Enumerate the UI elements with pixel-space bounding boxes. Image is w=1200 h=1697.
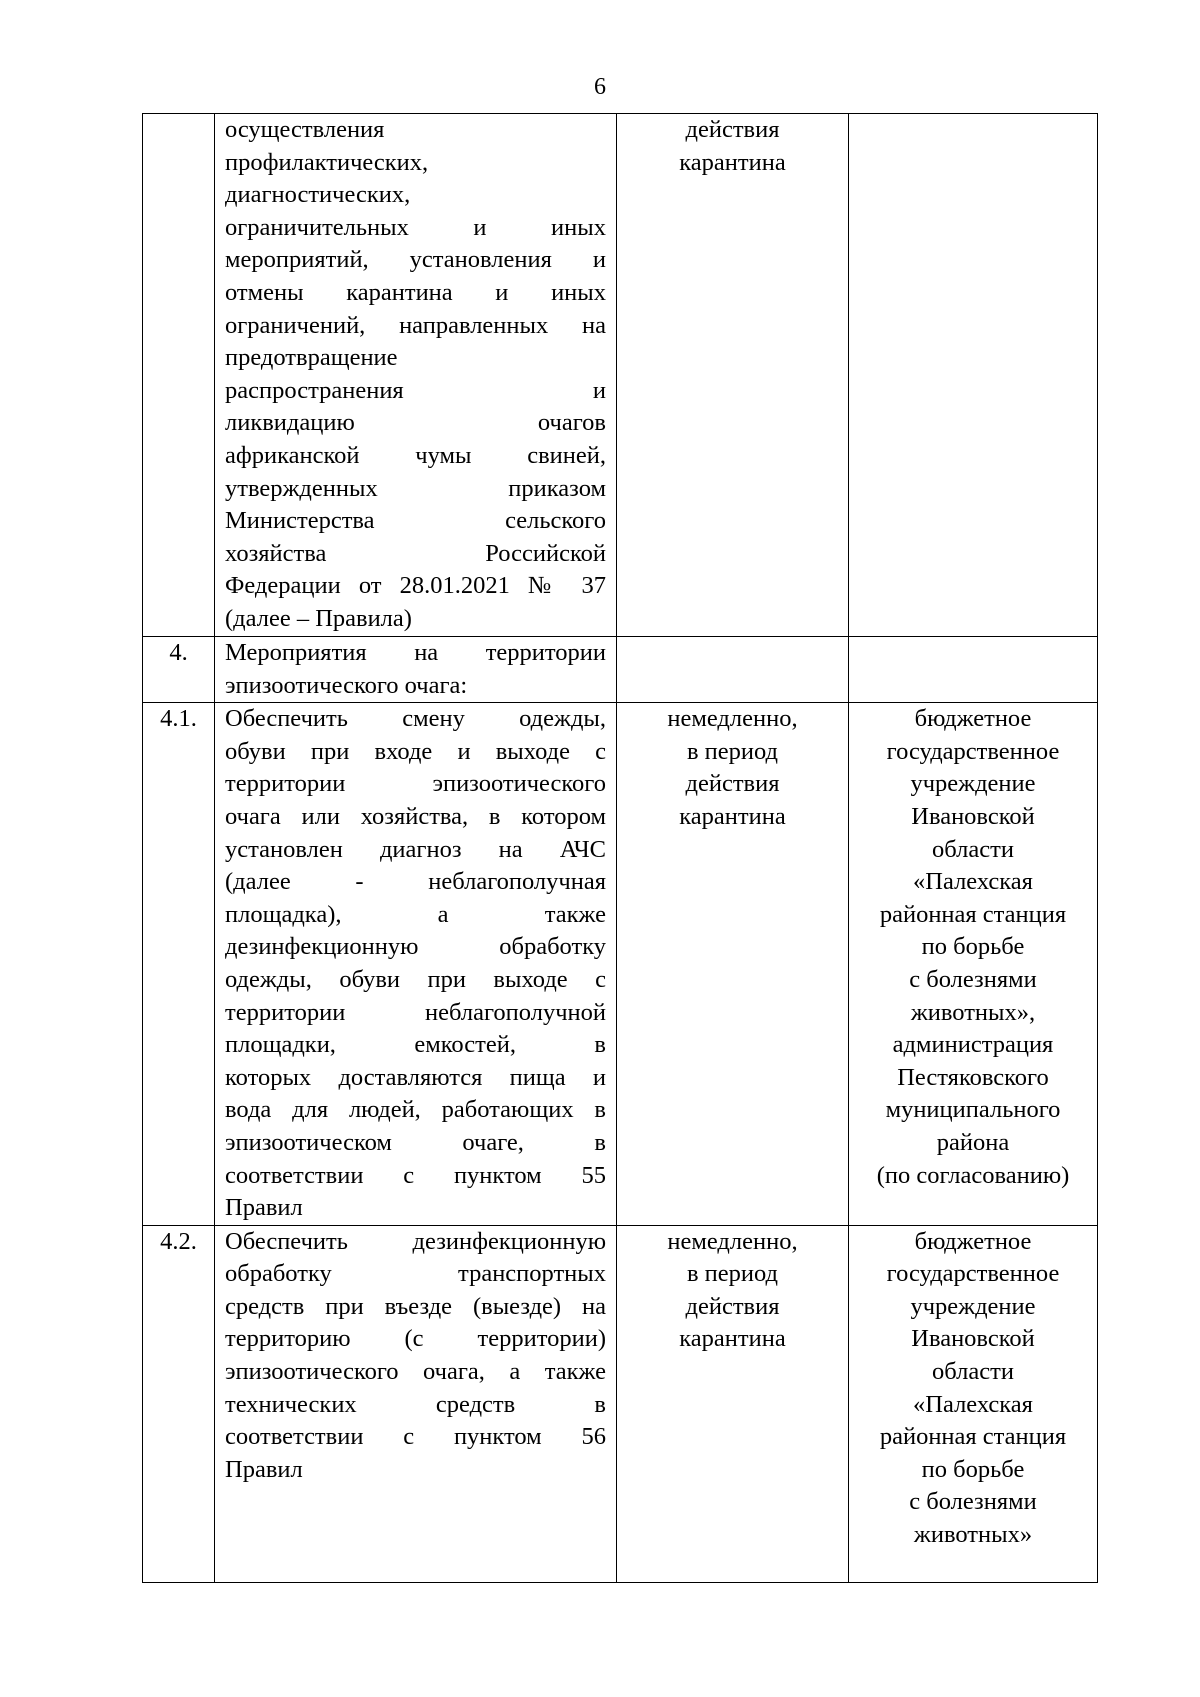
cell-text-line: по борьбе <box>921 933 1025 961</box>
table-row-continuation <box>143 114 1098 637</box>
cell-text-line: Министерства сельского <box>225 507 606 535</box>
cell-text-line: действия <box>685 1292 780 1320</box>
responsible-cell <box>849 637 1098 703</box>
cell-text-line: действия <box>685 116 780 143</box>
cell-text-line: Федерации от 28.01.2021 № 37 <box>225 572 606 600</box>
cell-text-line: одежды, обуви при выходе с <box>225 965 606 993</box>
term-cell <box>617 1225 849 1582</box>
cell-text-line: предотвращение <box>225 344 398 372</box>
cell-text-line: территории неблагополучной <box>225 998 606 1026</box>
cell-text-line: территории эпизоотического <box>225 770 606 798</box>
cell-text-line: эпизоотическом очаге, в <box>225 1128 606 1156</box>
cell-text-line: Ивановской <box>911 802 1035 830</box>
cell-text-line: по борьбе <box>921 1455 1025 1483</box>
cell-text-line: хозяйства Российской <box>225 539 606 567</box>
cell-text-line: обуви при входе и выходе с <box>225 737 606 765</box>
cell-text-line: с болезнями <box>909 965 1037 993</box>
term-cell <box>617 703 849 1226</box>
measure-text-cell <box>215 1225 617 1582</box>
cell-text-line: Правил <box>225 1194 303 1222</box>
cell-text-line: немедленно, <box>667 1227 798 1255</box>
cell-text-line: технических средств в <box>225 1390 606 1418</box>
cell-text-line: распространения и <box>225 376 606 404</box>
cell-text-line: учреждение <box>910 1292 1036 1320</box>
cell-text-line: районная станция <box>879 1423 1067 1451</box>
cell-text-line: в период <box>686 737 779 765</box>
cell-text-line: действия <box>685 770 780 798</box>
cell-text-line: животных» <box>913 1521 1033 1549</box>
responsible-cell <box>849 1225 1098 1582</box>
cell-text-line: эпизоотического очага: <box>225 671 468 699</box>
cell-text-line: мероприятий, установления и <box>225 246 606 274</box>
page-number: 6 <box>594 74 606 100</box>
cell-text-line: Обеспечить смену одежды, <box>225 705 606 733</box>
cell-text-line: бюджетное <box>914 1227 1032 1255</box>
cell-text-line: животных», <box>910 998 1036 1026</box>
cell-text-line: Мероприятия на территории <box>225 639 606 666</box>
measure-text-cell <box>215 637 617 703</box>
cell-text-line: «Палехская <box>913 868 1033 896</box>
table-row-4 <box>143 637 1098 703</box>
cell-text-line: районная станция <box>879 900 1067 928</box>
table-row-4-2 <box>143 1225 1098 1582</box>
term-cell <box>617 637 849 703</box>
cell-text-line: обработку транспортных <box>225 1260 606 1288</box>
cell-text-line: Пестяковского <box>897 1063 1049 1091</box>
cell-text-line: соответствии с пунктом 55 <box>225 1161 606 1189</box>
cell-text-line: диагностических, <box>225 181 411 209</box>
cell-text-line: бюджетное <box>914 705 1032 733</box>
cell-text-line: администрация <box>892 1031 1054 1059</box>
item-number-cell: 4.1. <box>143 703 215 1226</box>
cell-text-line: территорию (с территории) <box>225 1325 606 1353</box>
cell-text-line: Ивановской <box>911 1325 1035 1353</box>
cell-text-line: учреждение <box>910 770 1036 798</box>
cell-text-line: ограничительных и иных <box>225 213 606 241</box>
cell-text-line: очага или хозяйства, в котором <box>225 802 606 830</box>
cell-text-line: площадка), а также <box>225 900 606 928</box>
cell-text-line: государственное <box>886 737 1060 765</box>
cell-text-line: вода для людей, работающих в <box>225 1096 606 1124</box>
cell-text-line: площадки, емкостей, в <box>225 1031 606 1059</box>
cell-text-line: муниципального <box>885 1096 1061 1124</box>
cell-text-line: африканской чумы свиней, <box>225 441 606 469</box>
cell-text-line: эпизоотического очага, а также <box>225 1358 606 1386</box>
cell-text-line: установлен диагноз на АЧС <box>225 835 606 863</box>
cell-text-line: в период <box>686 1260 779 1288</box>
cell-text-line: средств при въезде (выезде) на <box>225 1292 606 1320</box>
cell-text-line: профилактических, <box>225 148 429 176</box>
cell-text-line: ликвидацию очагов <box>225 409 606 437</box>
item-number-cell: 4.2. <box>143 1225 215 1582</box>
measure-text-cell <box>215 114 617 637</box>
cell-text-line: отмены карантина и иных <box>225 278 606 306</box>
responsible-cell <box>849 703 1098 1226</box>
cell-text-line: Обеспечить дезинфекционную <box>225 1227 606 1255</box>
cell-text-line: дезинфекционную обработку <box>225 933 606 961</box>
cell-text-line: Правил <box>225 1455 303 1483</box>
cell-text-line: осуществления <box>225 116 385 143</box>
cell-text-line: области <box>932 835 1014 863</box>
cell-text-line: (далее – Правила) <box>225 604 412 632</box>
cell-text-line: немедленно, <box>667 705 798 733</box>
cell-text-line: «Палехская <box>913 1390 1033 1418</box>
cell-text-line: с болезнями <box>909 1488 1037 1516</box>
table-row-4-1 <box>143 703 1098 1226</box>
cell-text-line: карантина <box>679 1325 786 1353</box>
cell-text-line: (далее - неблагополучная <box>225 868 606 896</box>
cell-text-line: которых доставляются пища и <box>225 1063 606 1091</box>
cell-text-line: соответствии с пунктом 56 <box>225 1423 606 1451</box>
responsible-cell <box>849 114 1098 637</box>
cell-text-line: государственное <box>886 1260 1060 1288</box>
cell-text-line: карантина <box>679 148 786 176</box>
item-number-cell: 4. <box>143 637 215 703</box>
cell-text-line: (по согласованию) <box>876 1161 1070 1189</box>
cell-text-line: района <box>936 1128 1010 1156</box>
item-number-cell <box>143 114 215 637</box>
measures-table <box>142 113 1098 1583</box>
measure-text-cell <box>215 703 617 1226</box>
cell-text-line: карантина <box>679 802 786 830</box>
cell-text-line: области <box>932 1358 1014 1386</box>
term-cell <box>617 114 849 637</box>
cell-text-line: ограничений, направленных на <box>225 311 606 339</box>
cell-text-line: утвержденных приказом <box>225 474 606 502</box>
